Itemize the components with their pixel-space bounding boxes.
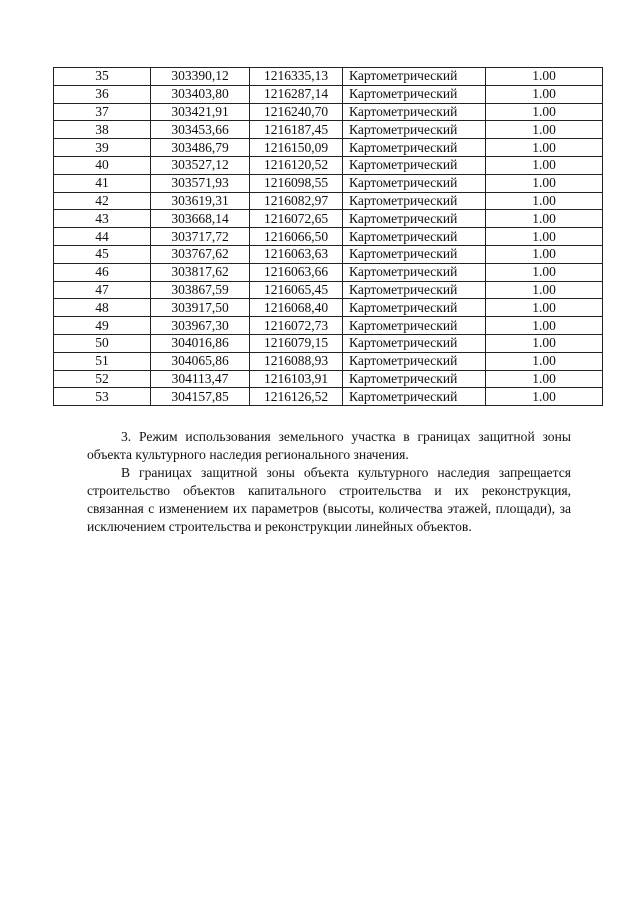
y-coordinate-cell: 1216082,97 xyxy=(250,192,343,210)
x-coordinate-cell: 303767,62 xyxy=(151,245,250,263)
point-number-cell: 45 xyxy=(54,245,151,263)
accuracy-cell: 1.00 xyxy=(486,192,603,210)
accuracy-cell: 1.00 xyxy=(486,228,603,246)
method-cell: Картометрический xyxy=(343,245,486,263)
method-cell: Картометрический xyxy=(343,174,486,192)
y-coordinate-cell: 1216335,13 xyxy=(250,68,343,86)
table-row xyxy=(54,334,603,352)
accuracy-cell: 1.00 xyxy=(486,370,603,388)
table-row xyxy=(54,103,603,121)
table-row xyxy=(54,263,603,281)
x-coordinate-cell: 303917,50 xyxy=(151,299,250,317)
accuracy-cell: 1.00 xyxy=(486,85,603,103)
x-coordinate-cell: 304157,85 xyxy=(151,388,250,406)
accuracy-cell: 1.00 xyxy=(486,317,603,335)
point-number-cell: 39 xyxy=(54,139,151,157)
regime-text-block xyxy=(87,428,571,536)
method-cell: Картометрический xyxy=(343,388,486,406)
table-row xyxy=(54,281,603,299)
x-coordinate-cell: 303817,62 xyxy=(151,263,250,281)
table-row xyxy=(54,228,603,246)
y-coordinate-cell: 1216150,09 xyxy=(250,139,343,157)
x-coordinate-cell: 303486,79 xyxy=(151,139,250,157)
point-number-cell: 46 xyxy=(54,263,151,281)
y-coordinate-cell: 1216072,65 xyxy=(250,210,343,228)
table-row xyxy=(54,192,603,210)
x-coordinate-cell: 303668,14 xyxy=(151,210,250,228)
y-coordinate-cell: 1216287,14 xyxy=(250,85,343,103)
table-row xyxy=(54,370,603,388)
x-coordinate-cell: 304016,86 xyxy=(151,334,250,352)
point-number-cell: 44 xyxy=(54,228,151,246)
accuracy-cell: 1.00 xyxy=(486,121,603,139)
point-number-cell: 35 xyxy=(54,68,151,86)
table-row xyxy=(54,245,603,263)
table-row xyxy=(54,156,603,174)
y-coordinate-cell: 1216072,73 xyxy=(250,317,343,335)
accuracy-cell: 1.00 xyxy=(486,334,603,352)
method-cell: Картометрический xyxy=(343,228,486,246)
y-coordinate-cell: 1216240,70 xyxy=(250,103,343,121)
method-cell: Картометрический xyxy=(343,334,486,352)
table-row xyxy=(54,299,603,317)
table-row xyxy=(54,121,603,139)
method-cell: Картометрический xyxy=(343,103,486,121)
point-number-cell: 40 xyxy=(54,156,151,174)
method-cell: Картометрический xyxy=(343,281,486,299)
coordinates-table-body xyxy=(54,68,603,406)
x-coordinate-cell: 303967,30 xyxy=(151,317,250,335)
method-cell: Картометрический xyxy=(343,370,486,388)
x-coordinate-cell: 303527,12 xyxy=(151,156,250,174)
y-coordinate-cell: 1216065,45 xyxy=(250,281,343,299)
accuracy-cell: 1.00 xyxy=(486,210,603,228)
accuracy-cell: 1.00 xyxy=(486,156,603,174)
x-coordinate-cell: 303619,31 xyxy=(151,192,250,210)
x-coordinate-cell: 303571,93 xyxy=(151,174,250,192)
y-coordinate-cell: 1216079,15 xyxy=(250,334,343,352)
point-number-cell: 52 xyxy=(54,370,151,388)
accuracy-cell: 1.00 xyxy=(486,299,603,317)
accuracy-cell: 1.00 xyxy=(486,281,603,299)
method-cell: Картометрический xyxy=(343,68,486,86)
point-number-cell: 36 xyxy=(54,85,151,103)
table-row xyxy=(54,317,603,335)
point-number-cell: 48 xyxy=(54,299,151,317)
point-number-cell: 38 xyxy=(54,121,151,139)
y-coordinate-cell: 1216063,63 xyxy=(250,245,343,263)
y-coordinate-cell: 1216103,91 xyxy=(250,370,343,388)
x-coordinate-cell: 303867,59 xyxy=(151,281,250,299)
x-coordinate-cell: 303453,66 xyxy=(151,121,250,139)
accuracy-cell: 1.00 xyxy=(486,68,603,86)
regime-paragraph: 3. Режим использования земельного участка в границах защитной зоны объекта культурного наследия регионального значения. xyxy=(87,429,571,462)
coordinates-table xyxy=(53,67,603,406)
x-coordinate-cell: 303717,72 xyxy=(151,228,250,246)
y-coordinate-cell: 1216187,45 xyxy=(250,121,343,139)
point-number-cell: 53 xyxy=(54,388,151,406)
x-coordinate-cell: 304065,86 xyxy=(151,352,250,370)
y-coordinate-cell: 1216098,55 xyxy=(250,174,343,192)
point-number-cell: 41 xyxy=(54,174,151,192)
method-cell: Картометрический xyxy=(343,263,486,281)
table-row xyxy=(54,139,603,157)
table-row xyxy=(54,352,603,370)
accuracy-cell: 1.00 xyxy=(486,352,603,370)
table-row xyxy=(54,210,603,228)
point-number-cell: 47 xyxy=(54,281,151,299)
y-coordinate-cell: 1216088,93 xyxy=(250,352,343,370)
x-coordinate-cell: 303390,12 xyxy=(151,68,250,86)
restriction-paragraph: В границах защитной зоны объекта культурного наследия запрещается строительство объектов капитального строительства и их реконструкция, связанная с изменением их параметров (высоты, количества этажей, площади), за исключением строительства и реконструкции линейных объектов. xyxy=(87,465,571,534)
method-cell: Картометрический xyxy=(343,139,486,157)
method-cell: Картометрический xyxy=(343,121,486,139)
method-cell: Картометрический xyxy=(343,156,486,174)
table-row xyxy=(54,68,603,86)
x-coordinate-cell: 304113,47 xyxy=(151,370,250,388)
method-cell: Картометрический xyxy=(343,317,486,335)
accuracy-cell: 1.00 xyxy=(486,388,603,406)
x-coordinate-cell: 303421,91 xyxy=(151,103,250,121)
point-number-cell: 51 xyxy=(54,352,151,370)
accuracy-cell: 1.00 xyxy=(486,139,603,157)
method-cell: Картометрический xyxy=(343,210,486,228)
method-cell: Картометрический xyxy=(343,352,486,370)
point-number-cell: 49 xyxy=(54,317,151,335)
point-number-cell: 42 xyxy=(54,192,151,210)
accuracy-cell: 1.00 xyxy=(486,103,603,121)
y-coordinate-cell: 1216068,40 xyxy=(250,299,343,317)
point-number-cell: 50 xyxy=(54,334,151,352)
method-cell: Картометрический xyxy=(343,192,486,210)
accuracy-cell: 1.00 xyxy=(486,245,603,263)
table-row xyxy=(54,388,603,406)
method-cell: Картометрический xyxy=(343,85,486,103)
point-number-cell: 37 xyxy=(54,103,151,121)
x-coordinate-cell: 303403,80 xyxy=(151,85,250,103)
point-number-cell: 43 xyxy=(54,210,151,228)
accuracy-cell: 1.00 xyxy=(486,174,603,192)
table-row xyxy=(54,85,603,103)
y-coordinate-cell: 1216126,52 xyxy=(250,388,343,406)
accuracy-cell: 1.00 xyxy=(486,263,603,281)
y-coordinate-cell: 1216120,52 xyxy=(250,156,343,174)
table-row xyxy=(54,174,603,192)
method-cell: Картометрический xyxy=(343,299,486,317)
y-coordinate-cell: 1216066,50 xyxy=(250,228,343,246)
y-coordinate-cell: 1216063,66 xyxy=(250,263,343,281)
